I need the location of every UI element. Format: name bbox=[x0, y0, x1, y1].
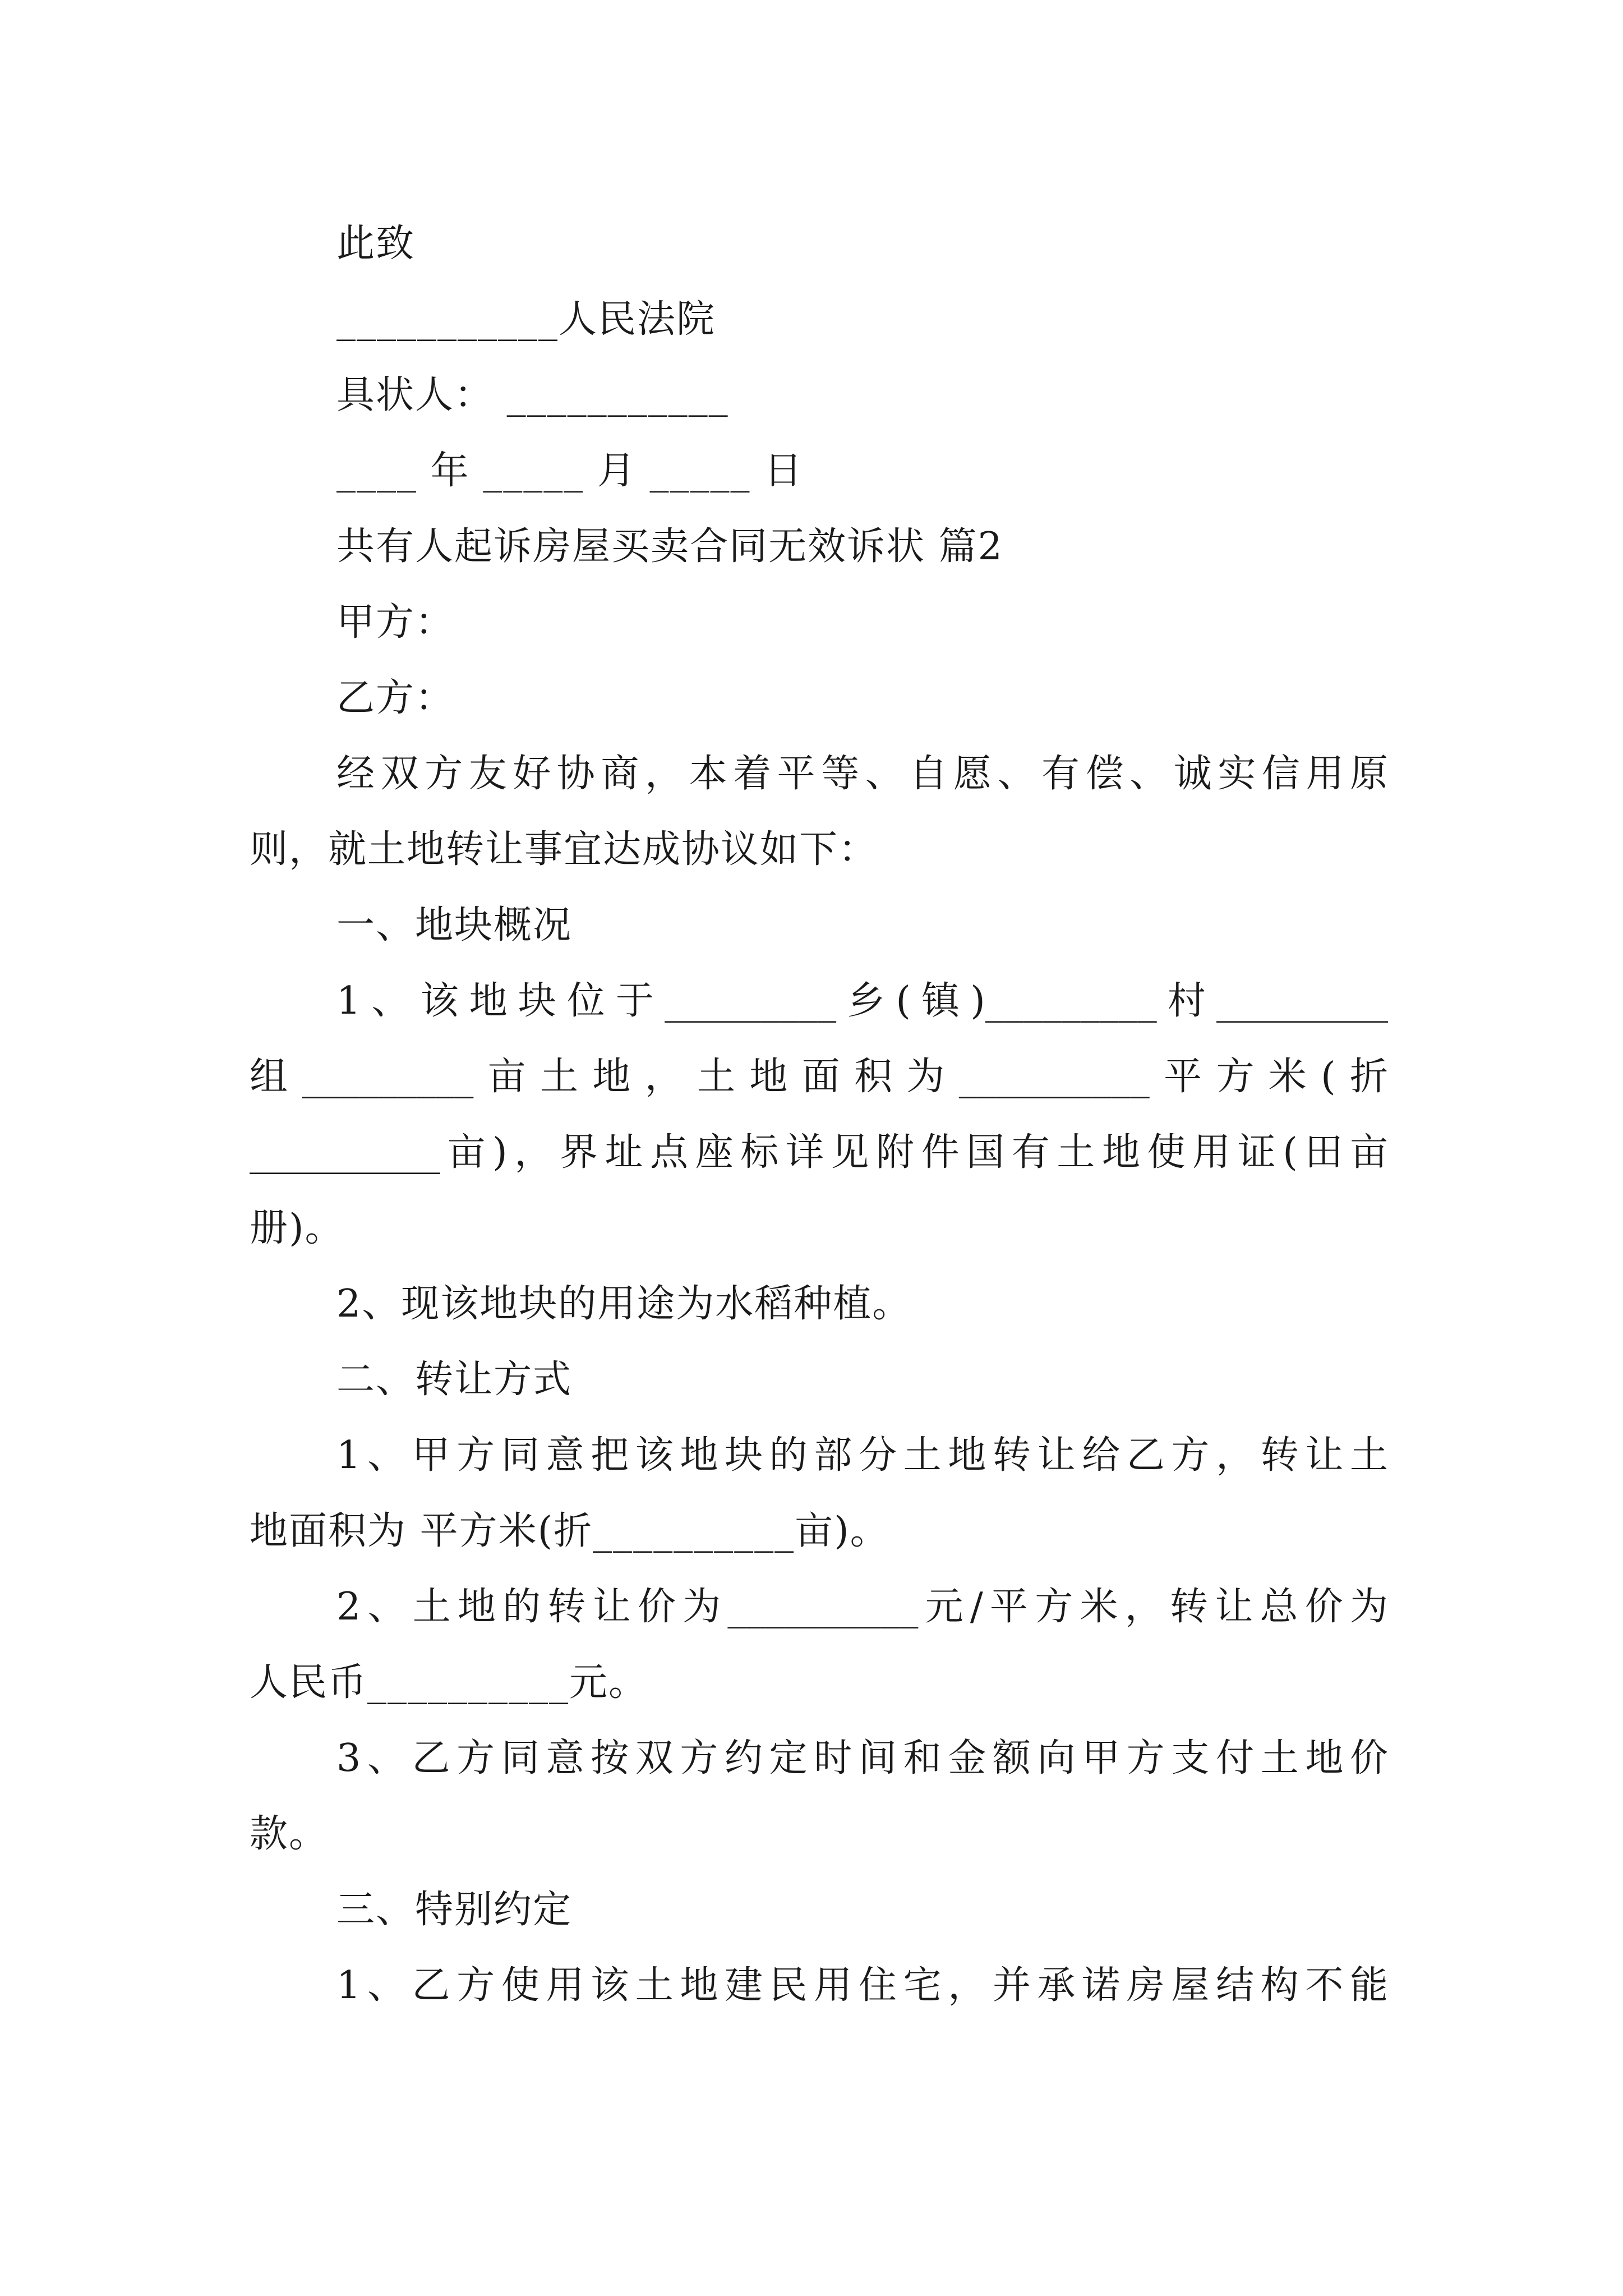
salutation-line: 此致 bbox=[336, 222, 416, 266]
clause-2-2-line-2: 人民币__________元。 bbox=[250, 1660, 648, 1705]
clause-1-1-line-2: 组_________亩土地，土地面积为__________平方米(折 bbox=[250, 1055, 1388, 1099]
preamble-line-2: 则，就土地转让事宜达成协议如下： bbox=[250, 827, 878, 872]
clause-2-3-line-2: 款。 bbox=[250, 1812, 329, 1856]
party-b-line: 乙方： bbox=[336, 676, 455, 720]
clause-2-1-line-1: 1、甲方同意把该地块的部分土地转让给乙方，转让土 bbox=[336, 1433, 1388, 1478]
plaintiff-signature-line: 具状人： ___________ bbox=[336, 373, 729, 417]
clause-1-2: 2、现该地块的用途为水稻种植。 bbox=[336, 1282, 912, 1326]
date-line: ____ 年 _____ 月 _____ 日 bbox=[336, 449, 804, 493]
party-a-line: 甲方： bbox=[336, 600, 455, 645]
heading-special-terms: 三、特别约定 bbox=[336, 1888, 573, 1932]
clause-2-3-line-1: 3、乙方同意按双方约定时间和金额向甲方支付土地价 bbox=[336, 1736, 1388, 1780]
court-line: ___________人民法院 bbox=[336, 297, 716, 342]
clause-1-1-line-1: 1、该地块位于_________乡(镇)_________村_________ bbox=[336, 979, 1388, 1023]
section-title: 共有人起诉房屋买卖合同无效诉状 篇2 bbox=[336, 524, 1003, 569]
clause-1-1-line-4: 册)。 bbox=[250, 1206, 344, 1250]
clause-2-2-line-1: 2、土地的转让价为__________元/平方米，转让总价为 bbox=[336, 1585, 1388, 1629]
clause-1-1-line-3: __________亩)，界址点座标详见附件国有土地使用证(田亩 bbox=[250, 1130, 1388, 1175]
clause-2-1-line-2: 地面积为 平方米(折__________亩)。 bbox=[250, 1509, 889, 1553]
preamble-line-1: 经双方友好协商，本着平等、自愿、有偿、诚实信用原 bbox=[336, 752, 1388, 796]
clause-3-1-line-1: 1、乙方使用该土地建民用住宅，并承诺房屋结构不能 bbox=[336, 1963, 1388, 2008]
heading-transfer-method: 二、转让方式 bbox=[336, 1358, 573, 1402]
heading-plot-overview: 一、地块概况 bbox=[336, 903, 573, 947]
